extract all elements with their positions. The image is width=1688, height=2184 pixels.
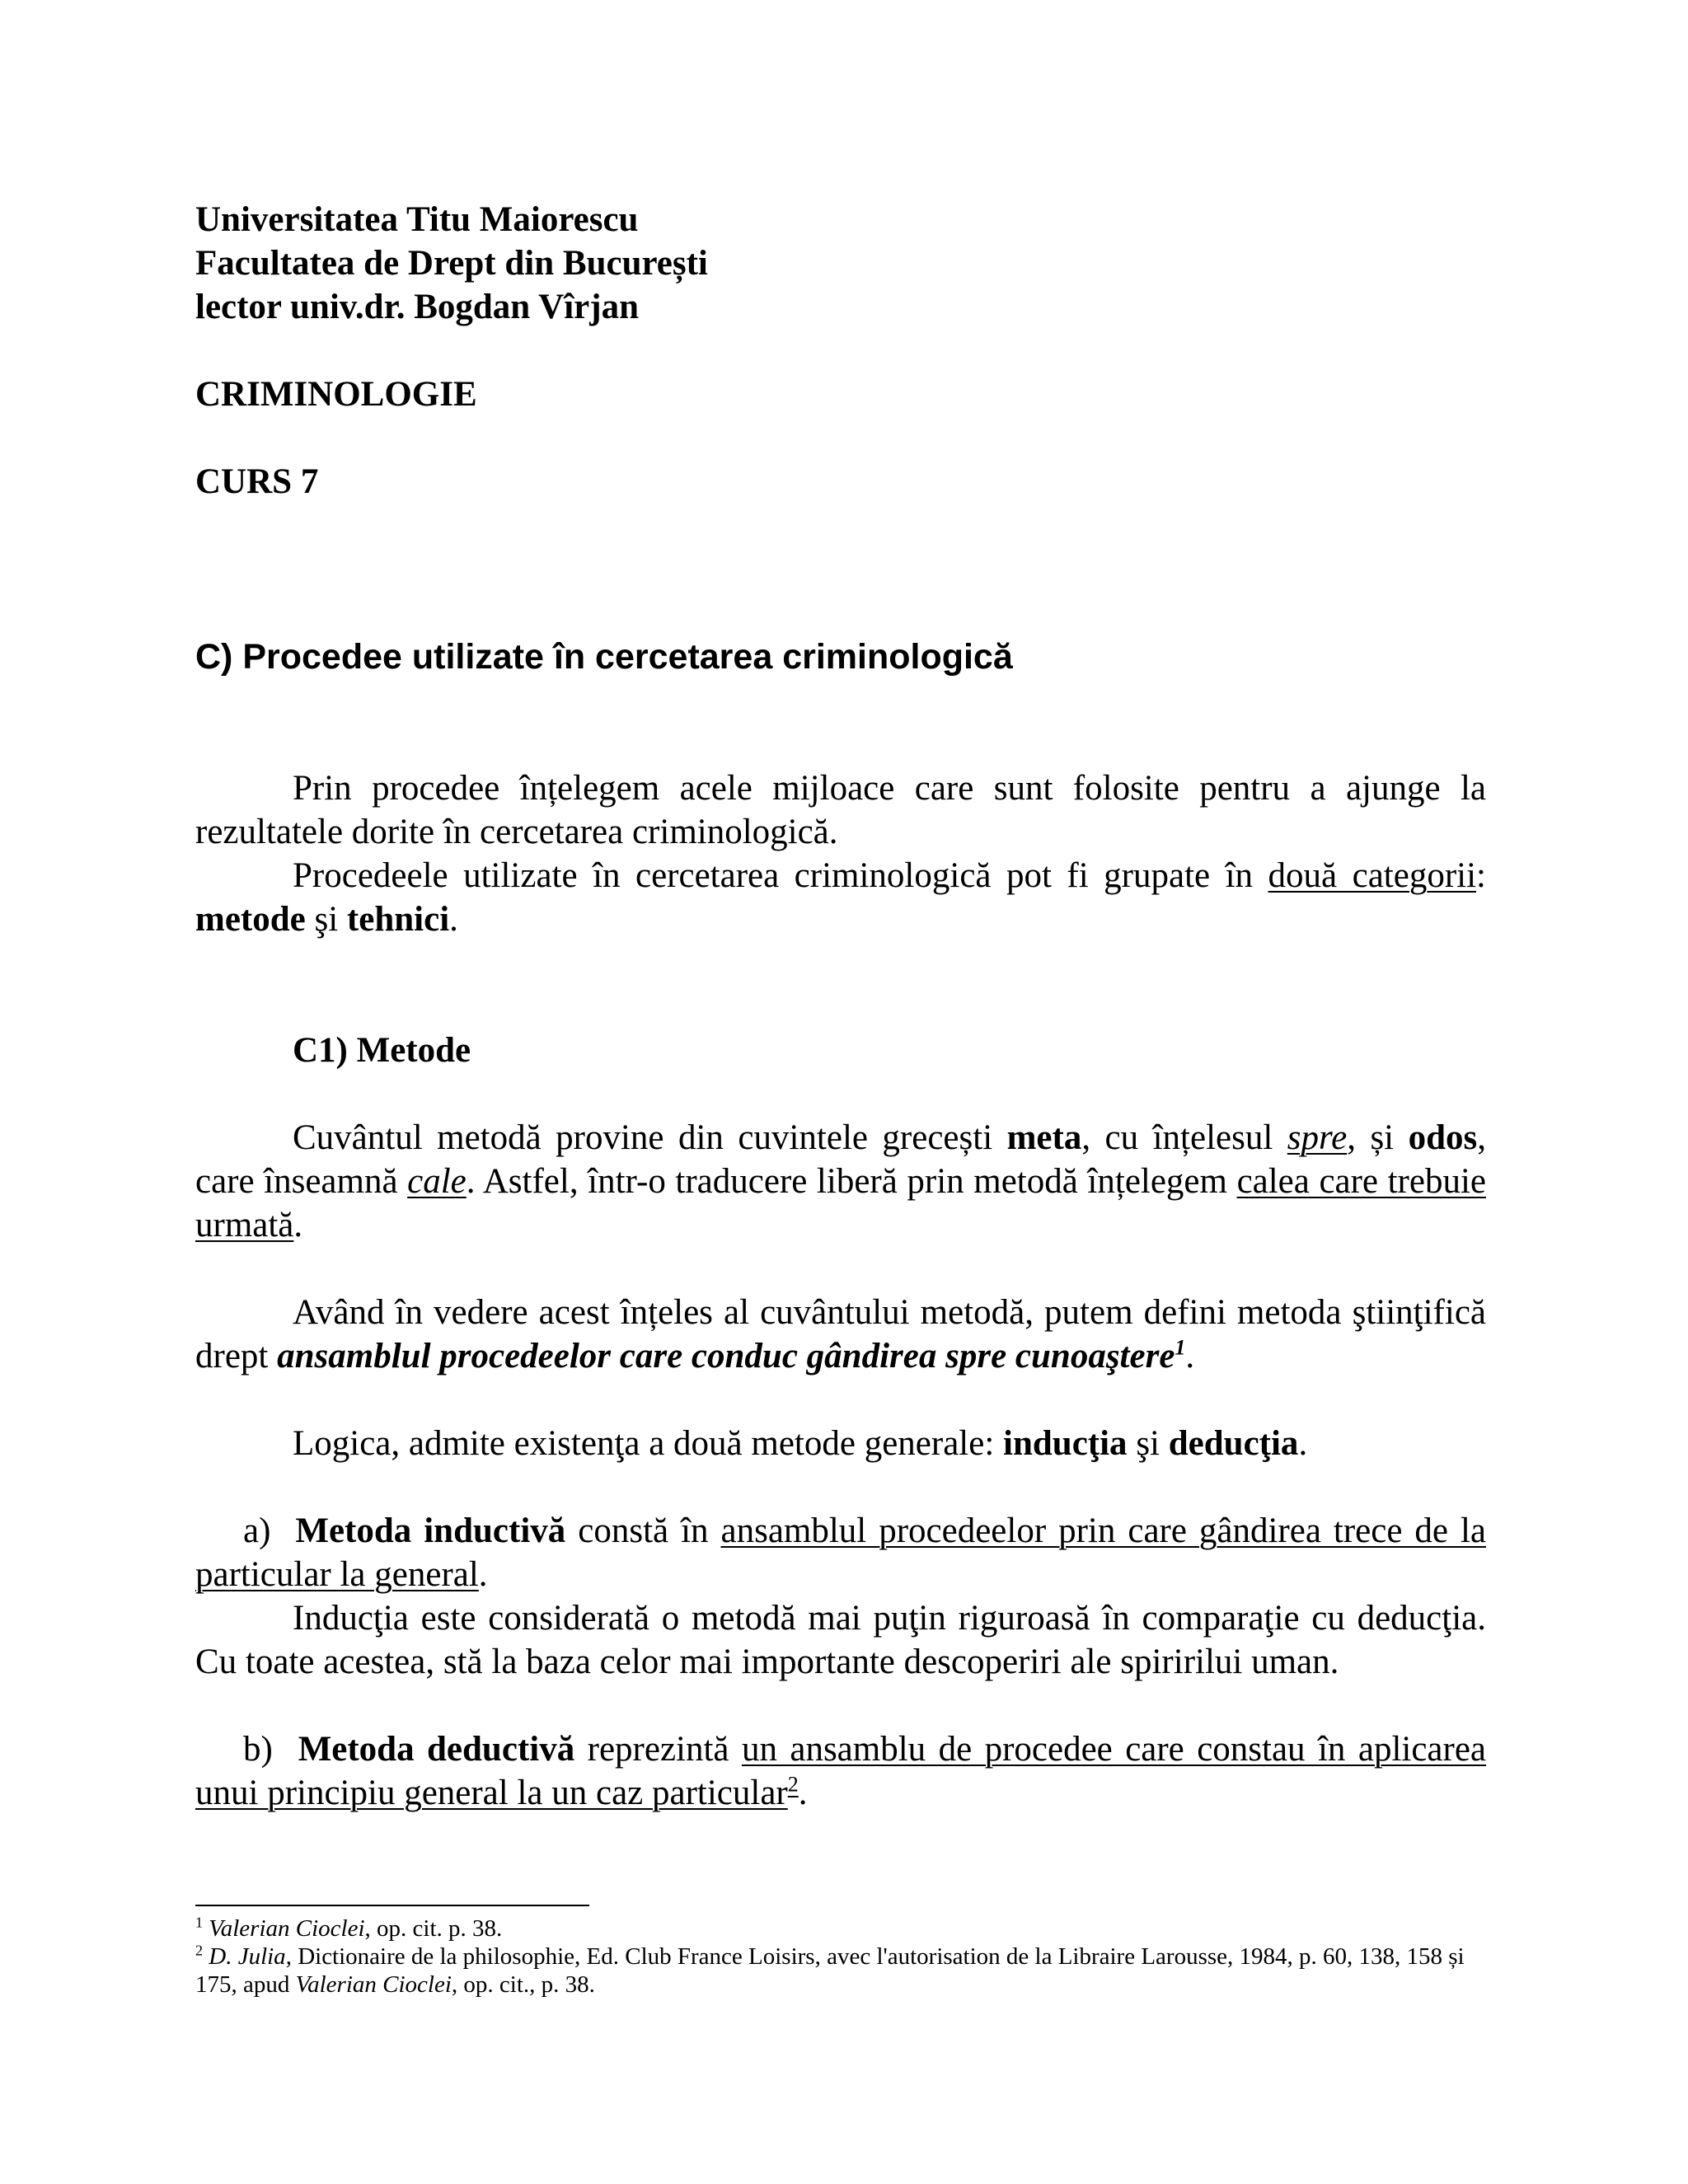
bold-term-tehnici: tehnici — [346, 900, 450, 939]
induction-paragraph: Inducţia este considerată o metodă mai puţin riguroasă în comparaţie cu deducţia. Cu toate acestea, stă la baza celor mai importante descoperiri ale spiririlui uman. — [195, 1599, 1486, 1681]
intro-paragraph-2: Procedeele utilizate în cercetarea criminologică pot fi grupate în două categorii: metode şi tehnici. — [195, 856, 1486, 939]
intro-paragraph-1: Prin procedee înțelegem acele mijloace care sunt folosite pentru a ajunge la rezultatele dorite în cercetarea criminologică. — [195, 769, 1486, 851]
etymology-paragraph: Cuvântul metodă provine din cuvintele grecești meta, cu înțelesul spre, și odos, care înseamnă cale. Astfel, într-o traducere liberă prin metodă înțelegem calea care trebuie urmată. — [195, 1118, 1486, 1244]
section-heading: C) Procedee utilizate în cercetarea criminologică — [195, 637, 1013, 677]
bold-term-metode: metode — [195, 900, 306, 939]
subject-title: CRIMINOLOGIE — [195, 375, 477, 414]
university-name: Universitatea Titu Maiorescu — [195, 200, 639, 239]
footnote-2: $^2$ D. Julia, Dictionaire de la philosophie, Ed. Club France Loisirs, avec l'autorisation de la Libraire Larousse, 1984, p. 60, 138, 158 și 175, apud Valerian Cioclei, op. cit., p. 38. — [195, 1942, 1465, 1998]
logic-paragraph: Logica, admite existenţa a două metode generale: inducţia şi deducţia. — [293, 1424, 1308, 1463]
underlined-phrase: două categorii — [1268, 856, 1477, 895]
course-number: CURS 7 — [195, 462, 319, 501]
footnote-ref-1[interactable]: 1 — [1175, 1335, 1186, 1360]
definition-paragraph: Având în vedere acest înțeles al cuvântului metodă, putem defini metoda ştiinţifică drept ansamblul procedeelor care conduc gândirea spre cunoaştere$^1$. — [195, 1293, 1486, 1376]
footnote-separator — [195, 1905, 589, 1906]
footnote-1: $^1$ Valerian Cioclei, op. cit. p. 38. — [195, 1914, 503, 1942]
faculty-name: Facultatea de Drept din București — [195, 244, 708, 283]
list-item-a: a) Metoda inductivă constă în ansamblul procedeelor prin care gândirea trece de la particular la general. — [195, 1511, 1486, 1594]
list-item-b: b) Metoda deductivă reprezintă un ansamblu de procedee care constau în aplicarea unui principiu general la un caz particular$^2$. — [195, 1730, 1486, 1812]
footnote-ref-2[interactable]: 2 — [787, 1772, 799, 1797]
footnotes — [195, 1915, 1486, 1999]
document-page — [195, 198, 1486, 1815]
lecturer-name: lector univ.dr. Bogdan Vîrjan — [195, 288, 640, 326]
subsection-heading: C1) Metode — [293, 1031, 471, 1070]
